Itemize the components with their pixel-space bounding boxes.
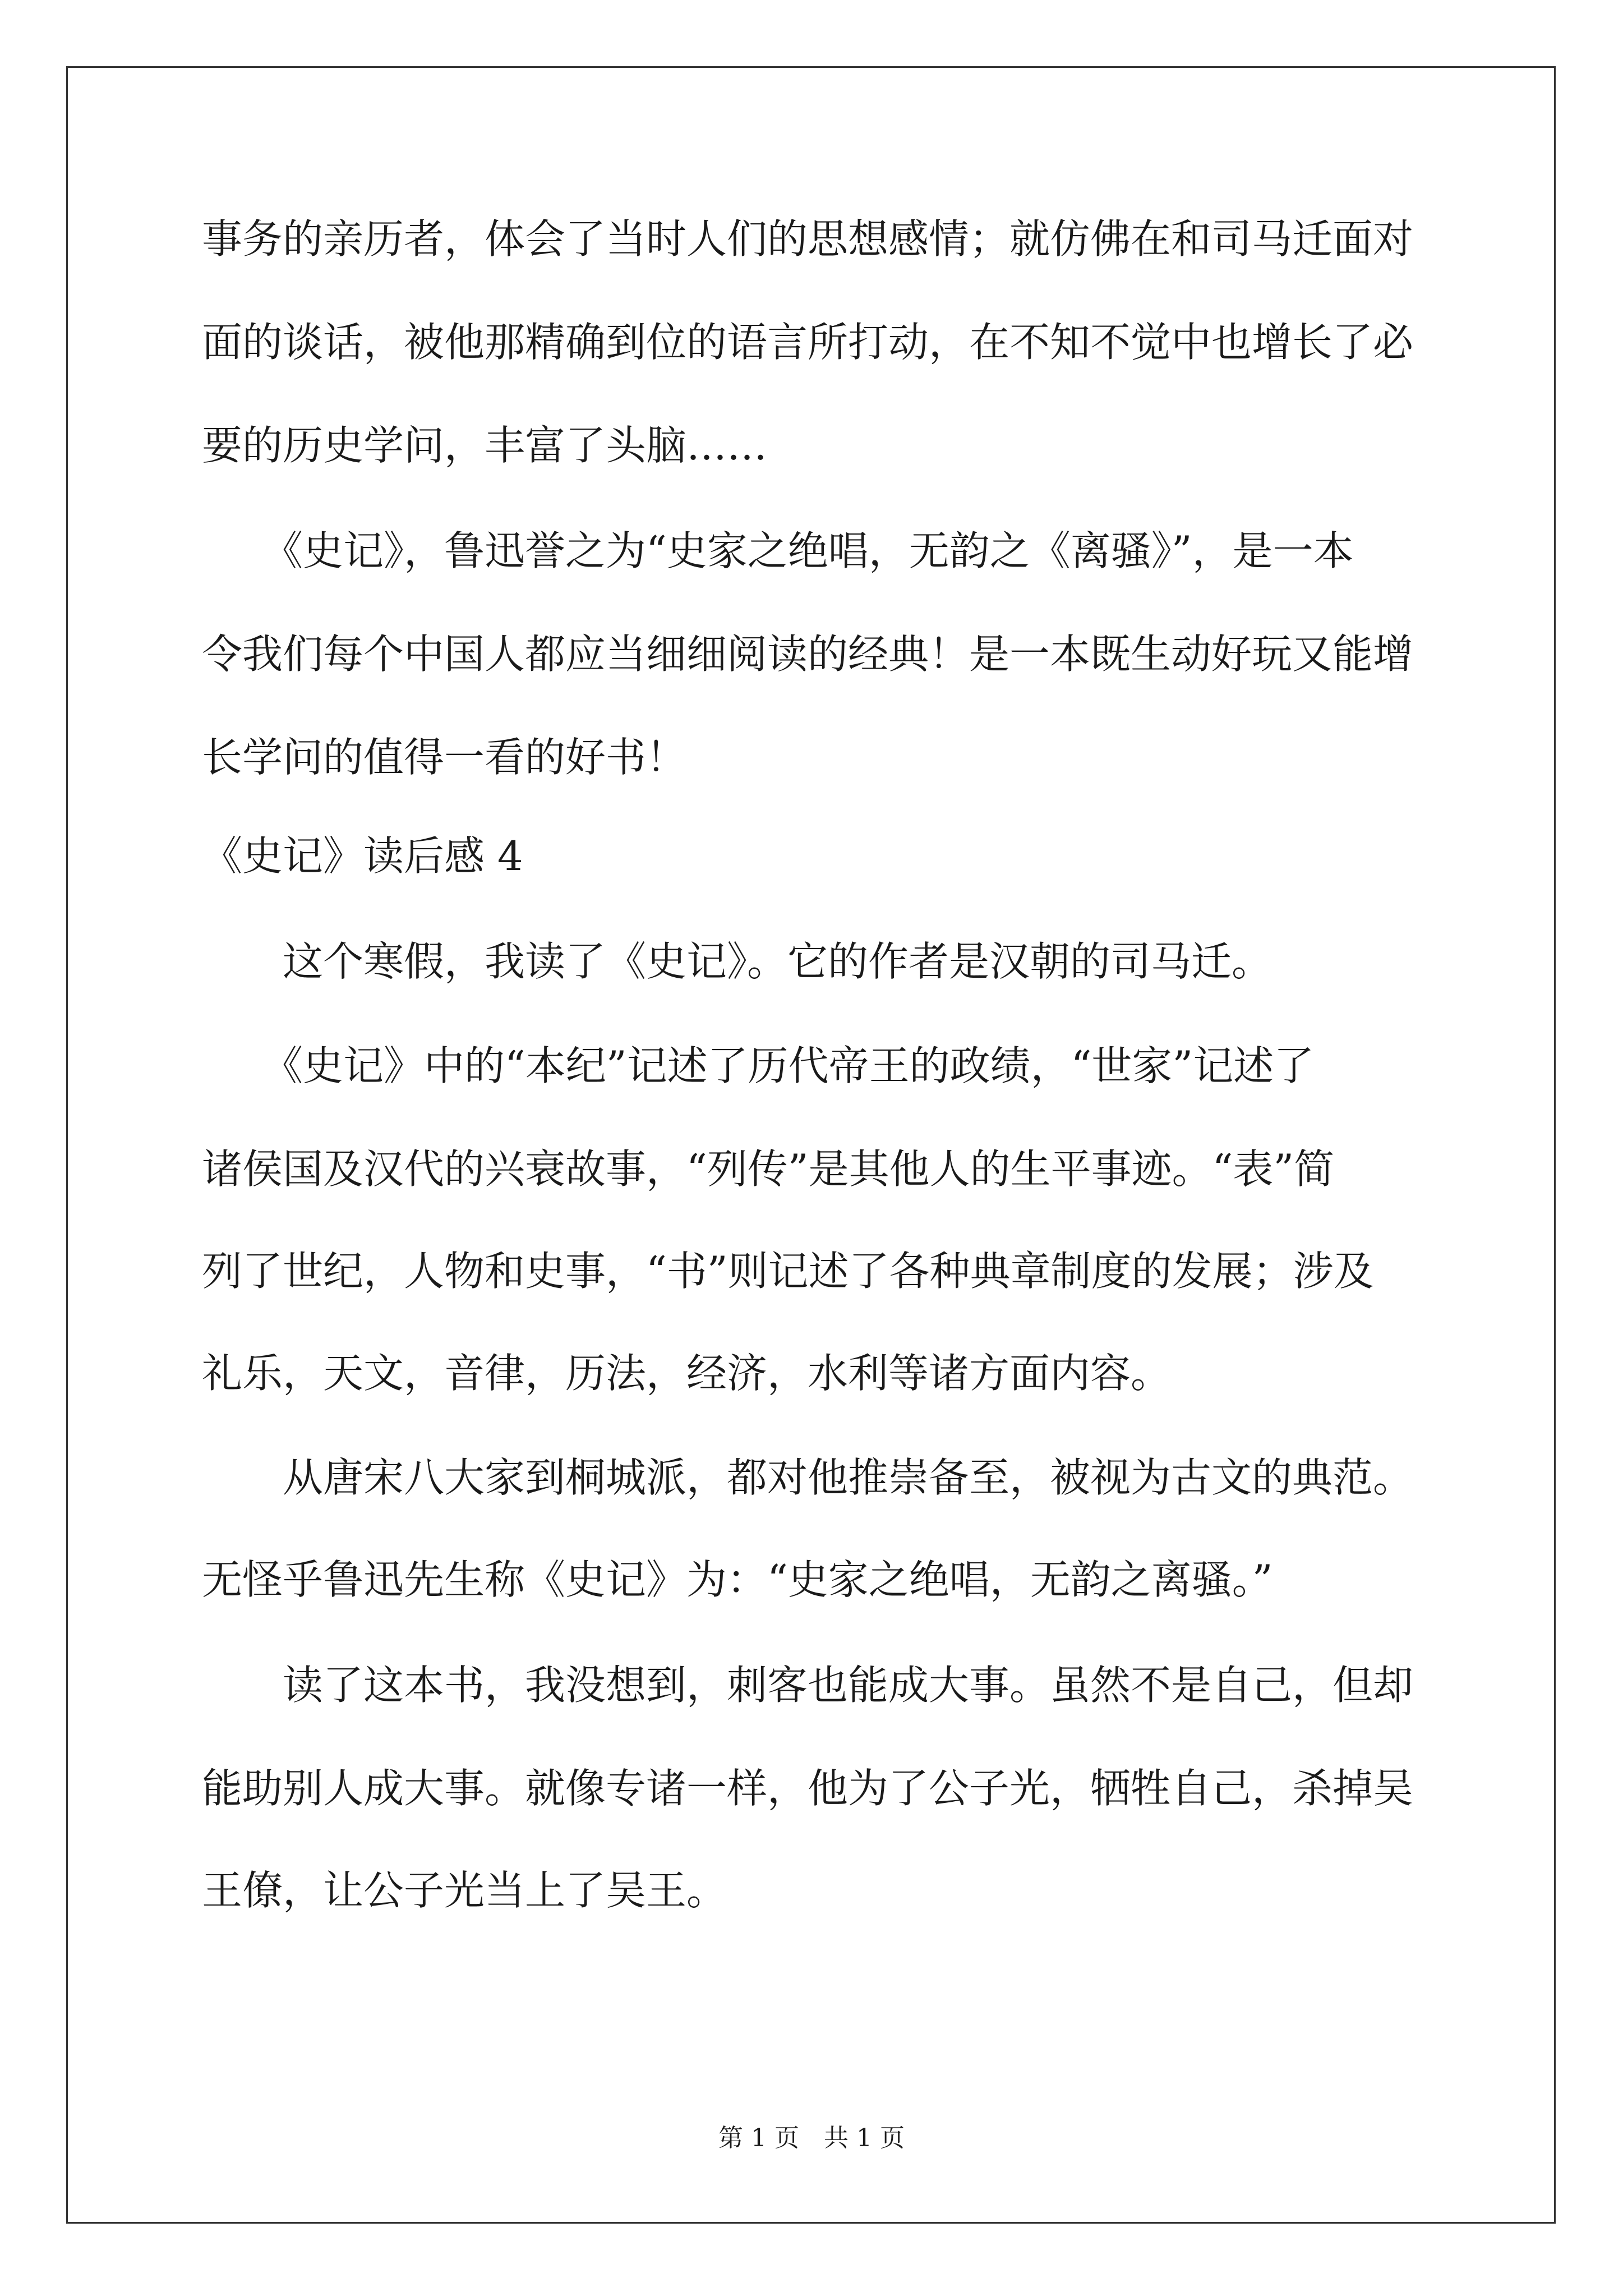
body-line: 从唐宋八大家到桐城派，都对他推崇备至，被视为古文的典范。 (202, 1454, 1414, 1501)
body-line: 面的谈话，被他那精确到位的语言所打动，在不知不觉中也增长了必 (202, 319, 1414, 366)
body-line: 长学问的值得一看的好书！ (202, 734, 687, 781)
body-line: 礼乐，天文，音律，历法，经济，水利等诸方面内容。 (202, 1350, 1172, 1397)
body-line: 令我们每个中国人都应当细细阅读的经典！是一本既生动好玩又能增 (202, 631, 1414, 678)
body-line: 读了这本书，我没想到，刺客也能成大事。虽然不是自己，但却 (202, 1662, 1414, 1709)
body-line: 诸侯国及汉代的兴衰故事，“列传”是其他人的生平事迹。“表”简 (202, 1145, 1335, 1193)
body-line: 《史记》中的“本纪”记述了历代帝王的政绩，“世家”记述了 (202, 1042, 1315, 1089)
body-line: 无怪乎鲁迅先生称《史记》为：“史家之绝唱，无韵之离骚。” (202, 1556, 1273, 1603)
body-line: 王僚，让公子光当上了吴王。 (202, 1867, 727, 1914)
body-line: 这个寒假，我读了《史记》。它的作者是汉朝的司马迁。 (202, 938, 1272, 985)
body-line: 能助别人成大事。就像专诸一样，他为了公子光，牺牲自己，杀掉吴 (202, 1765, 1414, 1812)
body-line: 《史记》，鲁迅誉之为“史家之绝唱，无韵之《离骚》”，是一本 (202, 527, 1354, 574)
body-line: 要的历史学问，丰富了头脑…… (202, 422, 768, 469)
section-heading: 《史记》读后感 4 (202, 832, 523, 880)
body-line: 事务的亲历者，体会了当时人们的思想感情；就仿佛在和司马迁面对 (202, 215, 1414, 263)
page-number-footer: 第 1 页 共 1 页 (718, 2124, 905, 2152)
body-line: 列了世纪，人物和史事，“书”则记述了各种典章制度的发展；涉及 (202, 1248, 1374, 1295)
